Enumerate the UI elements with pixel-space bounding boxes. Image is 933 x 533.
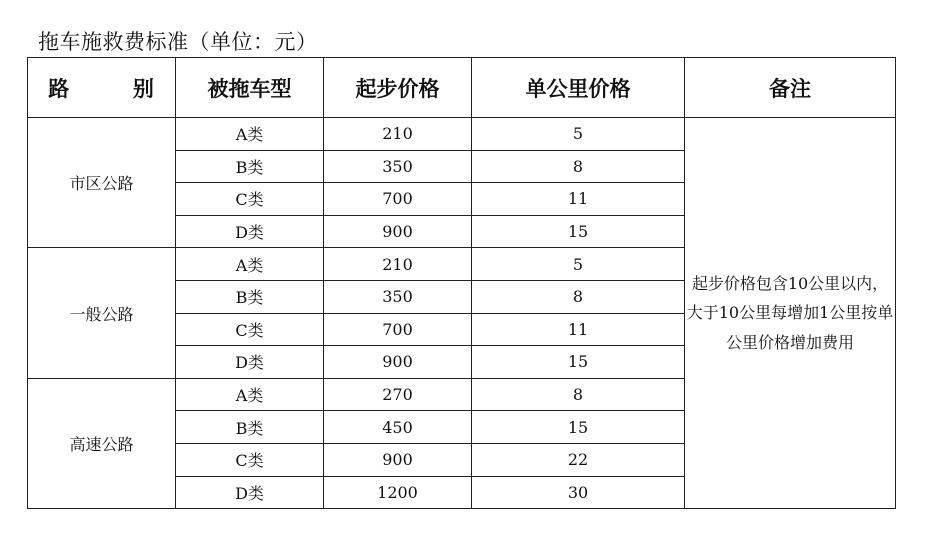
start-price-cell: 900 [324,443,472,476]
vehicle-type-cell: A类 [176,118,324,151]
page-title: 拖车施救费标准（单位：元） [38,30,318,54]
vehicle-type-cell: B类 [176,280,324,313]
start-price-cell: 270 [324,378,472,411]
header-note: 备注 [685,58,896,118]
per-km-price-cell: 15 [472,346,685,379]
header-road-char-2: 别 [132,76,155,101]
vehicle-type-cell: C类 [176,183,324,216]
note-cell: 起步价格包含10公里以内，大于10公里每增加1公里按单公里价格增加费用 [685,118,896,509]
vehicle-type-cell: D类 [176,476,324,509]
per-km-price-cell: 22 [472,443,685,476]
start-price-cell: 210 [324,248,472,281]
start-price-cell: 450 [324,411,472,444]
header-start-price: 起步价格 [324,58,472,118]
per-km-price-cell: 8 [472,280,685,313]
vehicle-type-cell: D类 [176,215,324,248]
table-row [28,118,896,151]
header-vehicle-type: 被拖车型 [176,58,324,118]
start-price-cell: 350 [324,150,472,183]
per-km-price-cell: 15 [472,215,685,248]
vehicle-type-cell: D类 [176,346,324,379]
per-km-price-cell: 5 [472,118,685,151]
per-km-price-cell: 8 [472,378,685,411]
header-per-km-price: 单公里价格 [472,58,685,118]
road-category-cell: 一般公路 [28,248,176,378]
per-km-price-cell: 15 [472,411,685,444]
per-km-price-cell: 8 [472,150,685,183]
start-price-cell: 350 [324,280,472,313]
header-road [28,58,176,118]
start-price-cell: 900 [324,346,472,379]
start-price-cell: 1200 [324,476,472,509]
road-category-cell: 高速公路 [28,378,176,508]
road-category-cell: 市区公路 [28,118,176,248]
vehicle-type-cell: A类 [176,378,324,411]
start-price-cell: 700 [324,313,472,346]
vehicle-type-cell: C类 [176,443,324,476]
per-km-price-cell: 5 [472,248,685,281]
per-km-price-cell: 11 [472,313,685,346]
start-price-cell: 900 [324,215,472,248]
per-km-price-cell: 11 [472,183,685,216]
vehicle-type-cell: A类 [176,248,324,281]
vehicle-type-cell: C类 [176,313,324,346]
header-road-char-1: 路 [48,76,71,101]
vehicle-type-cell: B类 [176,150,324,183]
vehicle-type-cell: B类 [176,411,324,444]
start-price-cell: 210 [324,118,472,151]
per-km-price-cell: 30 [472,476,685,509]
start-price-cell: 700 [324,183,472,216]
fee-table [27,57,896,509]
header-row [28,58,896,118]
